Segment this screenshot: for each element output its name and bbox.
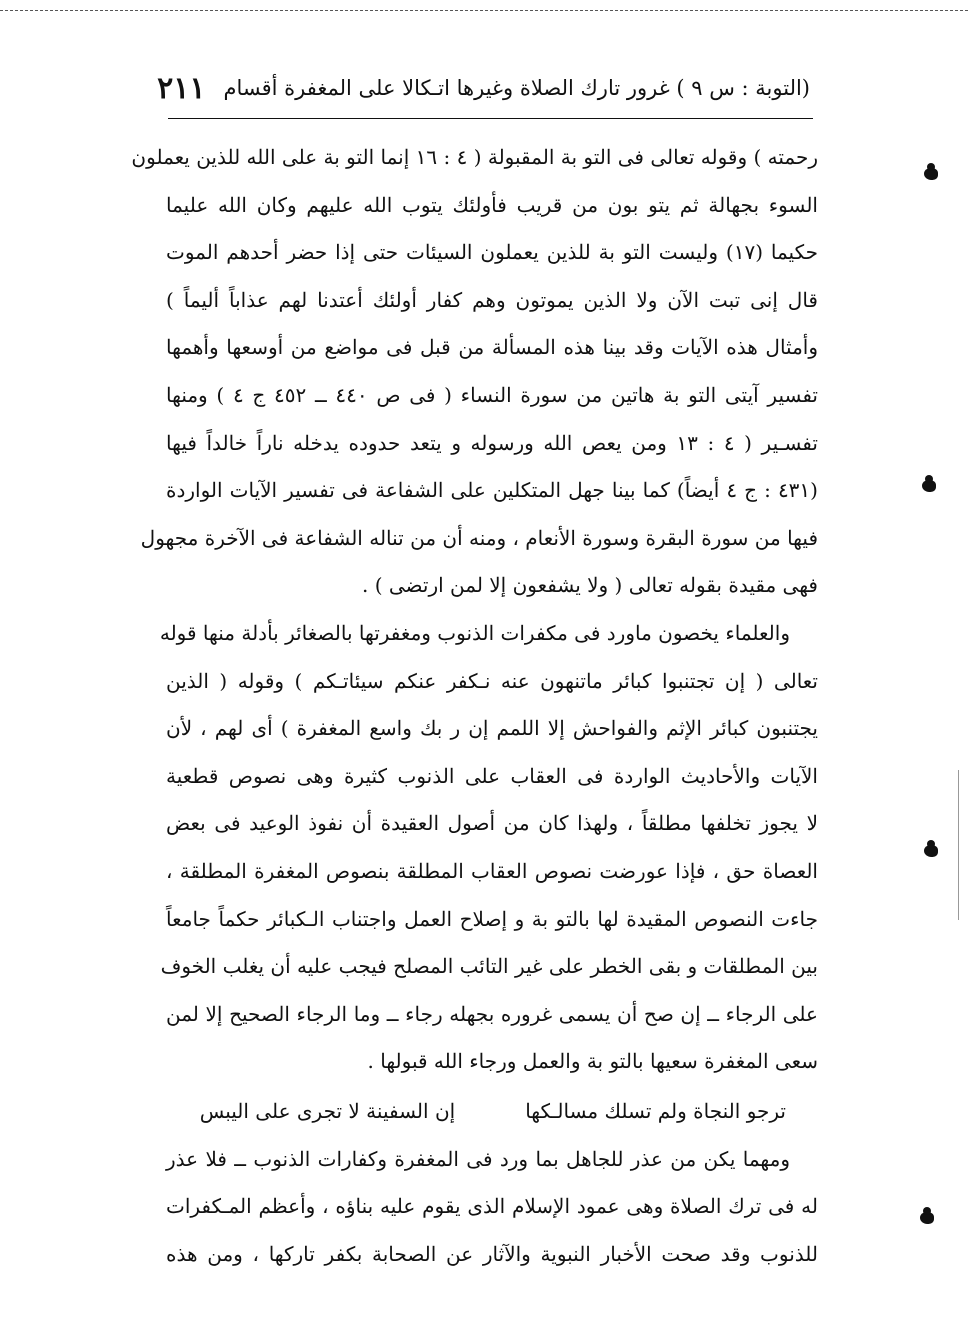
binding-hole-mark [922, 480, 936, 492]
text-line: قال إنى تبت الآن ولا الذين يموتون وهم كفار أولئك أعتدنا لهم عذاباً أليماً ) [166, 287, 818, 312]
text-line: سعى المغفرة سعيها بالتو بة والعمل ورجاء الله قبولها . [367, 1049, 818, 1074]
body-text [131, 134, 818, 1279]
text-line: جاءت النصوص المقيدة لها بالتو بة و إصلاح العمل واجتناب الـكبائر حكماً جامعاً [166, 906, 818, 931]
page-number: ٢١١ [157, 70, 206, 106]
text-line: فيها من سورة البقرة وسورة الأنعام ، ومنه أن من تناله الشفاعة فى الآخرة مجهول [140, 525, 818, 550]
text-line: السوء بجهالة ثم يتو بون من قريب فأولئك يتوب الله عليهم وكان الله عليما [166, 192, 818, 217]
binding-hole-mark [924, 168, 938, 180]
poetry-verse [166, 1086, 818, 1136]
text-line: فهى مقيدة بقوله تعالى ( ولا يشفعون إلا لمن ارتضى ) . [362, 573, 818, 598]
page-header [157, 66, 810, 110]
text-line: حكيما (١٧) وليست التو بة للذين يعملون السيئات حتى إذا حضر أحدهم الموت [166, 240, 818, 265]
text-line: والعلماء يخصون ماورد فى مكفرات الذنوب ومغفرتها بالصغائر بأدلة منها قوله [159, 620, 790, 645]
running-title: (التوبة : س ٩ ) غرور تارك الصلاة وغيرها اتـكالا على المغفرة أقسام [223, 76, 810, 100]
verse-first-hemistich: ترجو النجاة ولم تسلك مسالـكها [525, 1098, 786, 1123]
text-line: له فى ترك الصلاة وهى عمود الإسلام الذى يقوم عليه بناؤه ، وأعظم المـكفرات [166, 1194, 818, 1219]
binding-hole-mark [924, 845, 938, 857]
text-line: للذنوب وقد صحت الأخبار النبوية والآثار عن الصحابة بكفر تاركها ، ومن هذه [166, 1242, 818, 1267]
text-line: تفسـير ( ٤ : ١٣ ومن يعص الله ورسوله و يتعد حدوده يدخله ناراً خالداً فيها [166, 430, 818, 455]
text-line: تفسير آيتى التو بة هاتين من سورة النساء ( فى ص ٤٤٠ ــ ٤٥٢ ج ٤ ) ومنها [166, 382, 818, 407]
scan-top-rule [0, 10, 968, 11]
text-line: يجتنبون كبائر الإثم والفواحش إلا اللمم إن ر بك واسع المغفرة ) أى لهم ، لأن [166, 716, 818, 741]
text-line: ومهما يكن من عذر للجاهل بما ورد فى المغفرة وكفارات الذنوب ــ فلا عذر [166, 1146, 790, 1171]
text-line: (٤٣١ : ج ٤ أيضاً) كما بينا جهل المتكلين على الشفاعة فى تفسير الآيات الواردة [166, 478, 818, 503]
text-line: رحمته ) وقوله تعالى فى التو بة المقبولة ( ٤ : ١٦ إنما التو بة على الله للذين يعملون [131, 145, 818, 169]
text-line: بين المطلقات و بقى الخطر على غير التائب المصلح فيجب عليه أن يغلب الخوف [160, 954, 818, 979]
header-rule [168, 118, 813, 119]
verse-second-hemistich: إن السفينة لا تجرى على اليبس [199, 1098, 456, 1123]
text-line: الآيات والأحاديث الواردة فى العقاب على الذنوب كثيرة وهى نصوص قطعية [166, 763, 818, 788]
text-line: العصاة حق ، فإذا عورضت نصوص العقاب المطلقة بنصوص المغفرة المطلقة ، [166, 858, 818, 883]
text-line: لا يجوز تخلفها مطلقاً ، ولهذا كان من أصول العقيدة أن نفوذ الوعيد فى بعض [166, 811, 818, 836]
text-line: تعالى ( إن تجتنبوا كبائر ماتنهون عنه نـكفر عنكم سيئاتـكم ) وقوله ( الذين [166, 668, 818, 693]
text-line: وأمثال هذه الآيات وقد بينا هذه المسألة من قبل فى مواضع من أوسعها وأهمها [166, 335, 818, 360]
binding-hole-mark [920, 1212, 934, 1224]
text-line: على الرجاء ــ إن صح أن يسمى غروره بجهله رجاء ــ وما الرجاء الصحيح إلا لمن [166, 1001, 818, 1026]
scan-edge-line [958, 770, 959, 920]
